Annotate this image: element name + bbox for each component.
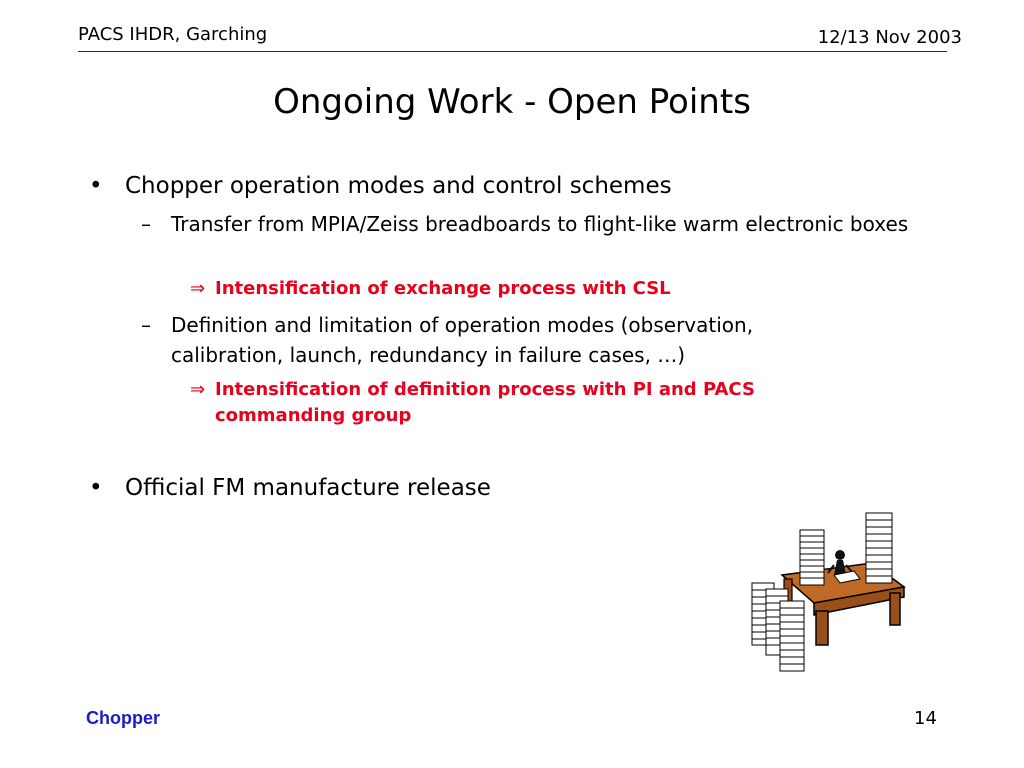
point-2-marker: ⇒ — [190, 379, 206, 400]
header-divider — [78, 51, 947, 52]
subitem-1-text: Transfer from MPIA/Zeiss breadboards to flight-like warm electronic boxes — [171, 212, 909, 236]
slide-title: Ongoing Work - Open Points — [273, 82, 751, 122]
bullet-2 — [89, 473, 885, 503]
page-number: 14 — [914, 708, 937, 729]
subitem-2 — [141, 310, 861, 370]
subitem-2-text: Definition and limitation of operation modes (observation, calibration, launch, redundancy in failure cases, …) — [171, 313, 754, 367]
desk-paper-stacks-icon — [742, 505, 912, 675]
point-1 — [190, 276, 895, 302]
bullet-1 — [89, 171, 885, 201]
bullet-1-marker: • — [89, 173, 103, 199]
point-1-marker: ⇒ — [190, 278, 206, 299]
header-left-text: PACS IHDR, Garching — [78, 24, 268, 45]
subitem-1 — [141, 209, 951, 239]
bullet-2-marker: • — [89, 475, 103, 501]
bullet-2-text: Official FM manufacture release — [125, 475, 491, 501]
point-1-text: Intensification of exchange process with CSL — [215, 278, 671, 299]
footer-section-label: Chopper — [86, 708, 160, 728]
point-2 — [190, 377, 855, 429]
bullet-1-text: Chopper operation modes and control schemes — [125, 173, 672, 199]
header-date: 12/13 Nov 2003 — [817, 27, 962, 48]
subitem-2-marker: – — [141, 313, 151, 337]
subitem-1-marker: – — [141, 212, 151, 236]
point-2-text: Intensification of definition process with PI and PACS commanding group — [215, 379, 755, 426]
